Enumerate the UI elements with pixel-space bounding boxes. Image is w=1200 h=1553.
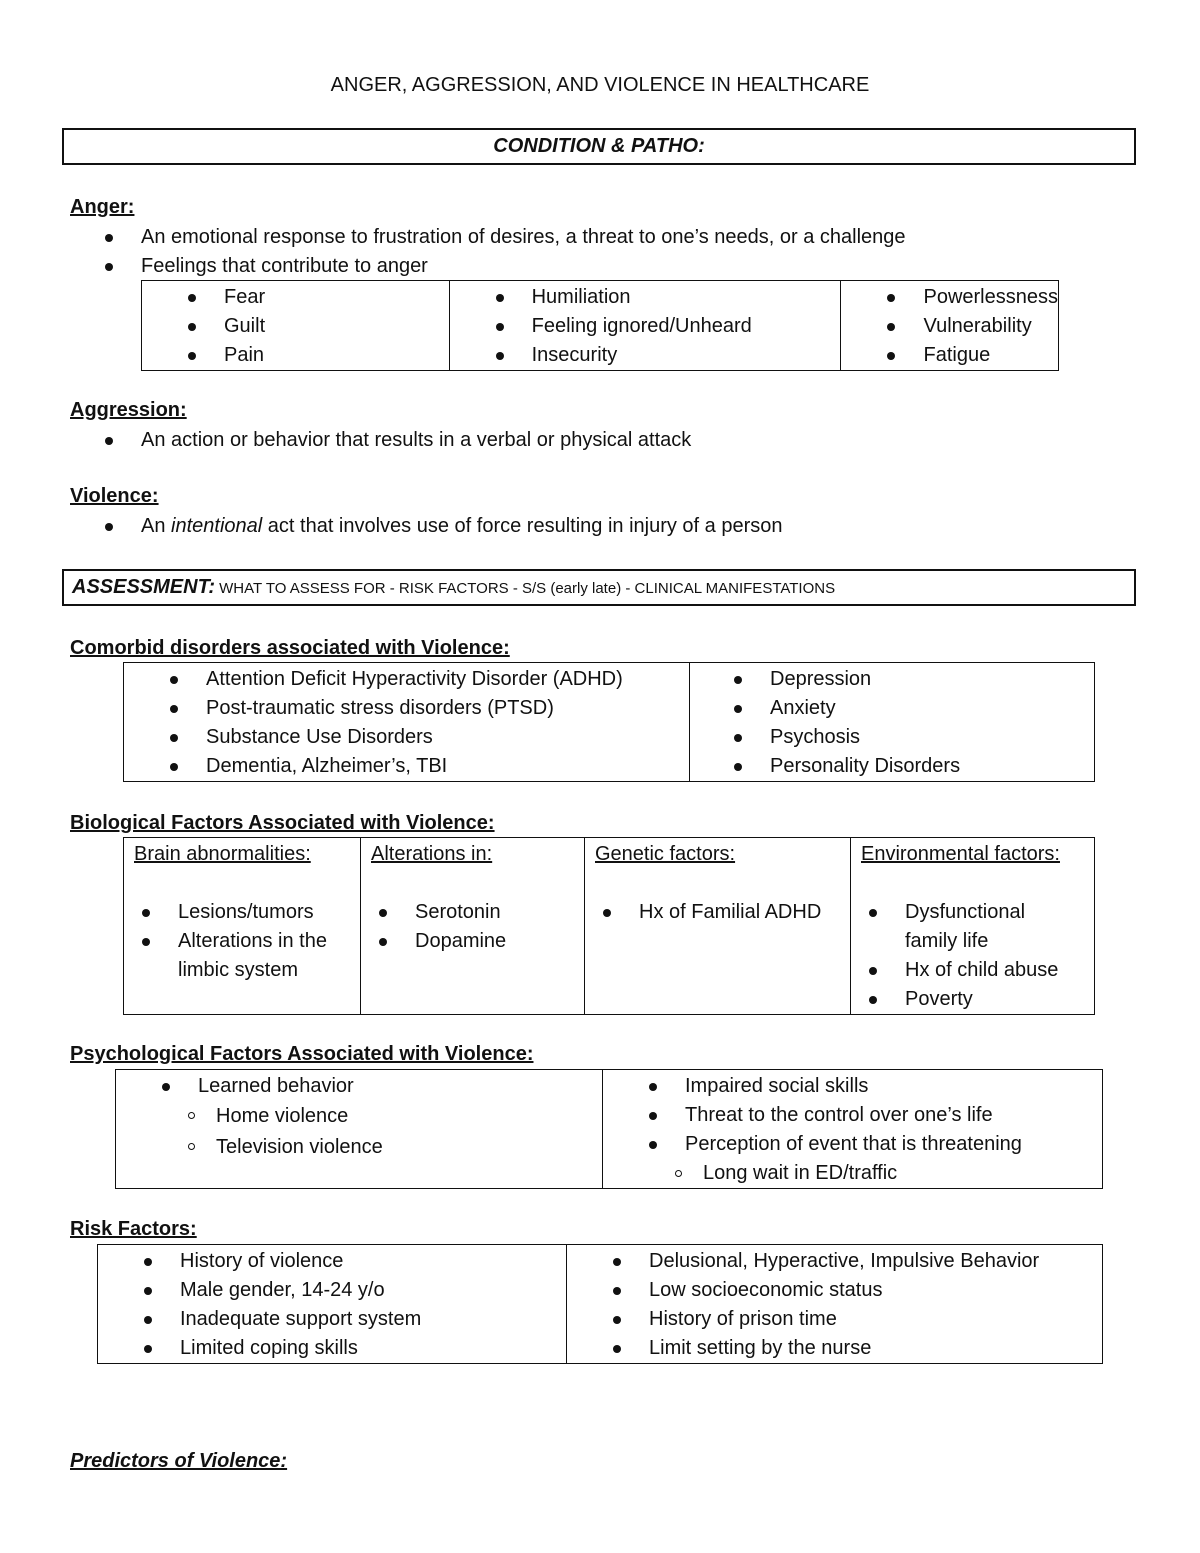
list-item: Limit setting by the nurse xyxy=(613,1334,1102,1363)
list-item: Post-traumatic stress disorders (PTSD) xyxy=(170,694,689,723)
list-item xyxy=(105,512,1105,541)
list-item: Hx of Familial ADHD xyxy=(603,898,850,927)
comorbid-table xyxy=(123,662,1095,782)
list-item: Insecurity xyxy=(496,341,841,370)
violence-text-emphasis: intentional xyxy=(171,515,263,537)
list-item: An action or behavior that results in a verbal or physical attack xyxy=(105,426,1105,455)
list-item: Dysfunctional family life xyxy=(869,898,1059,956)
biological-table xyxy=(123,837,1095,1015)
biological-col-head: Genetic factors: xyxy=(595,843,736,865)
list-item: Personality Disorders xyxy=(734,752,1094,781)
list-item: Serotonin xyxy=(379,898,584,927)
list-item: Feelings that contribute to anger xyxy=(105,252,1105,281)
violence-bullets xyxy=(105,512,1105,541)
comorbid-col-right xyxy=(690,663,1095,782)
list-item: History of prison time xyxy=(613,1305,1102,1334)
list-item: Limited coping skills xyxy=(144,1334,566,1363)
anger-heading: Anger: xyxy=(70,196,135,218)
list-item: History of violence xyxy=(144,1247,566,1276)
list-item: Hx of child abuse xyxy=(869,956,1059,985)
biological-col-environmental xyxy=(851,838,1095,1015)
risk-col-right xyxy=(567,1245,1103,1364)
list-item: Depression xyxy=(734,665,1094,694)
list-item: Alterations in the limbic system xyxy=(142,927,360,985)
biological-col-head: Alterations in: xyxy=(371,843,493,865)
violence-text-pre: An xyxy=(141,515,172,537)
feelings-col-2 xyxy=(449,281,841,371)
list-item: Long wait in ED/traffic xyxy=(673,1159,1102,1188)
violence-text-post: act that involves use of force resulting in injury of a person xyxy=(262,515,783,537)
list-item: Pain xyxy=(188,341,449,370)
list-item: Delusional, Hyperactive, Impulsive Behavior xyxy=(613,1247,1102,1276)
biological-col-alterations xyxy=(361,838,585,1015)
list-item: Perception of event that is threatening xyxy=(649,1130,1102,1159)
list-item: Attention Deficit Hyperactivity Disorder (ADHD) xyxy=(170,665,689,694)
list-item: Vulnerability xyxy=(887,312,1058,341)
assessment-detail: WHAT TO ASSESS FOR - RISK FACTORS - S/S (early late) - CLINICAL MANIFESTATIONS xyxy=(214,580,836,597)
list-item: Psychosis xyxy=(734,723,1094,752)
aggression-heading: Aggression: xyxy=(70,399,187,421)
list-item: Inadequate support system xyxy=(144,1305,566,1334)
assessment-header-box xyxy=(62,569,1136,606)
biological-col-head: Brain abnormalities: xyxy=(134,843,311,865)
list-item: Television violence xyxy=(186,1132,602,1163)
list-item: Home violence xyxy=(186,1101,602,1132)
assessment-label: ASSESSMENT: xyxy=(72,576,215,598)
biological-col-genetic xyxy=(585,838,851,1015)
list-item: Lesions/tumors xyxy=(142,898,360,927)
risk-col-left xyxy=(98,1245,567,1364)
list-item: Dementia, Alzheimer’s, TBI xyxy=(170,752,689,781)
list-item: Powerlessness xyxy=(887,283,1058,312)
list-item: Fatigue xyxy=(887,341,1058,370)
aggression-bullets xyxy=(105,426,1105,455)
list-item: An emotional response to frustration of desires, a threat to one’s needs, or a challenge xyxy=(105,223,1105,252)
list-item: Feeling ignored/Unheard xyxy=(496,312,841,341)
psychological-table xyxy=(115,1069,1103,1189)
list-item: Guilt xyxy=(188,312,449,341)
biological-col-brain xyxy=(124,838,361,1015)
list-item: Impaired social skills xyxy=(649,1072,1102,1101)
list-item: Fear xyxy=(188,283,449,312)
condition-header-label: CONDITION & PATHO: xyxy=(493,135,705,157)
violence-heading: Violence: xyxy=(70,485,159,507)
list-item: Male gender, 14-24 y/o xyxy=(144,1276,566,1305)
comorbid-heading: Comorbid disorders associated with Violence: xyxy=(70,637,510,659)
risk-heading: Risk Factors: xyxy=(70,1218,197,1240)
list-item: Anxiety xyxy=(734,694,1094,723)
predictors-heading: Predictors of Violence: xyxy=(70,1450,288,1472)
list-item: Poverty xyxy=(869,985,1059,1014)
feelings-col-3 xyxy=(841,281,1059,371)
risk-table xyxy=(97,1244,1103,1364)
comorbid-col-left xyxy=(124,663,690,782)
psychological-heading: Psychological Factors Associated with Violence: xyxy=(70,1043,534,1065)
condition-header-box xyxy=(62,128,1136,165)
list-item: Substance Use Disorders xyxy=(170,723,689,752)
psychological-col-left xyxy=(116,1070,603,1189)
anger-bullets xyxy=(105,223,1105,281)
biological-col-head: Environmental factors: xyxy=(861,843,1060,865)
document-title: ANGER, AGGRESSION, AND VIOLENCE IN HEALTHCARE xyxy=(330,74,870,96)
feelings-col-1 xyxy=(142,281,450,371)
list-item: Humiliation xyxy=(496,283,841,312)
list-item: Learned behavior xyxy=(162,1072,602,1101)
list-item: Threat to the control over one’s life xyxy=(649,1101,1102,1130)
anger-feelings-table xyxy=(141,280,1059,371)
list-item: Dopamine xyxy=(379,927,584,956)
psychological-col-right xyxy=(603,1070,1103,1189)
biological-heading: Biological Factors Associated with Violence: xyxy=(70,812,495,834)
list-item: Low socioeconomic status xyxy=(613,1276,1102,1305)
